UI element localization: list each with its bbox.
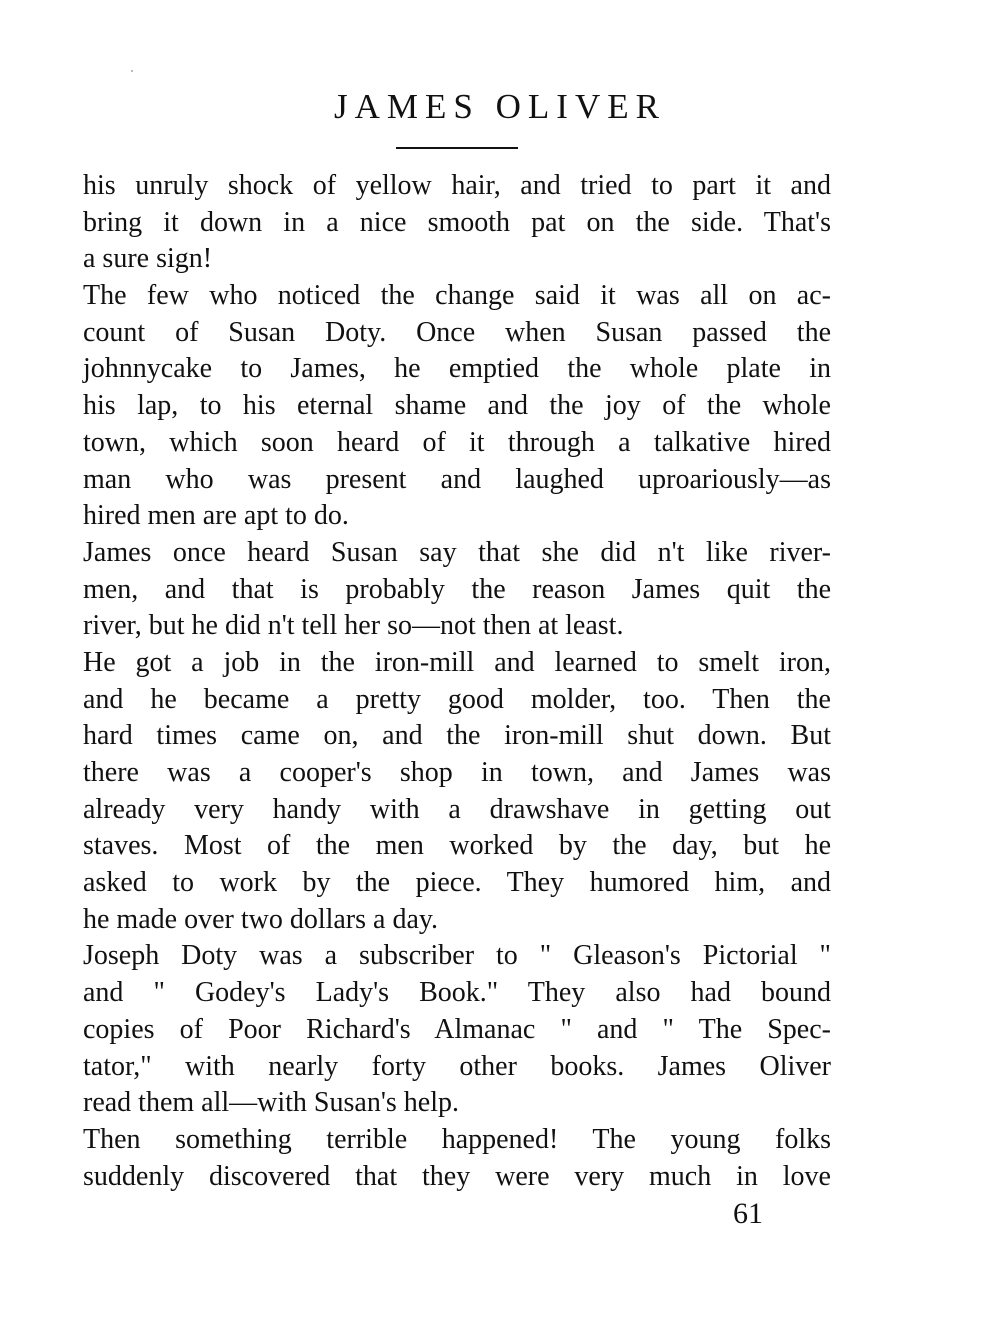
body-text	[83, 168, 831, 1195]
text-line: his unruly shock of yellow hair, and tried to part it and	[83, 170, 831, 201]
text-line: his lap, to his eternal shame and the joy of the whole	[83, 390, 831, 422]
text-line: read them all—with Susan's help.	[83, 1087, 459, 1119]
text-line: and " Godey's Lady's Book." They also had bound	[83, 977, 831, 1009]
text-line: men, and that is probably the reason James quit the	[83, 573, 831, 605]
text-line: bring it down in a nice smooth pat on the side. That's	[83, 206, 831, 238]
text-line: Then something terrible happened! The young folks	[83, 1123, 831, 1155]
paragraph	[83, 535, 831, 645]
text-line: staves. Most of the men worked by the day, but he	[83, 830, 831, 862]
running-title: JAMES OLIVER	[334, 87, 666, 126]
text-line: Joseph Doty was a subscriber to " Gleason's Pictorial "	[83, 940, 831, 972]
text-line: town, which soon heard of it through a talkative hired	[83, 426, 831, 458]
paper-speck	[131, 70, 133, 72]
paragraph	[83, 168, 831, 278]
text-line: James once heard Susan say that she did n't like river-	[83, 536, 831, 568]
text-line: count of Susan Doty. Once when Susan passed the	[83, 316, 831, 348]
text-line: The few who noticed the change said it was all on ac-	[83, 280, 831, 312]
text-line: hard times came on, and the iron-mill shut down. But	[83, 720, 831, 752]
title-rule	[396, 147, 518, 149]
text-line: a sure sign!	[83, 243, 213, 275]
text-line: man who was present and laughed uproariously—as	[83, 463, 831, 495]
text-line: already very handy with a drawshave in getting out	[83, 793, 831, 825]
paragraph	[83, 645, 831, 939]
paragraph	[83, 938, 831, 1121]
text-line: suddenly discovered that they were very much in love	[83, 1160, 831, 1192]
text-line: he made over two dollars a day.	[83, 903, 439, 935]
text-line: He got a job in the iron-mill and learned to smelt iron,	[83, 646, 831, 678]
text-line: there was a cooper's shop in town, and James was	[83, 757, 831, 788]
page-number: 61	[733, 1197, 763, 1230]
text-line: copies of Poor Richard's Almanac " and " The Spec-	[83, 1013, 831, 1045]
text-line: hired men are apt to do.	[83, 500, 349, 532]
paragraph	[83, 1122, 831, 1195]
text-line: tator," with nearly forty other books. James Oliver	[83, 1050, 831, 1082]
text-line: asked to work by the piece. They humored him, and	[83, 867, 831, 899]
text-line: johnnycake to James, he emptied the whole plate in	[83, 353, 831, 385]
text-line: and he became a pretty good molder, too. Then the	[83, 683, 831, 715]
paragraph	[83, 278, 831, 535]
text-line: river, but he did n't tell her so—not then at least.	[83, 610, 624, 642]
